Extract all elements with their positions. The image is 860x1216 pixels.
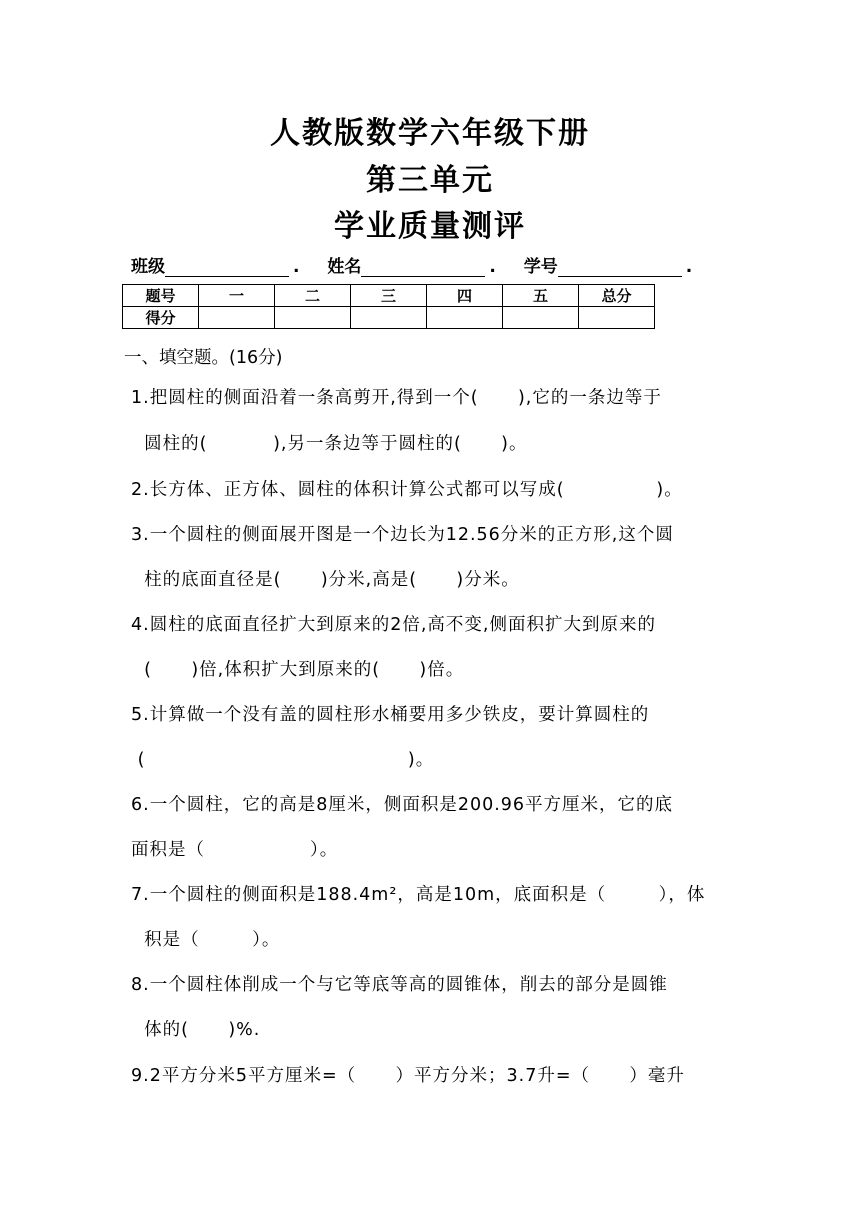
score-header: 五 (503, 285, 579, 307)
title-line-1: 人教版数学六年级下册 (270, 116, 590, 151)
title-line-3: 学业质量测评 (334, 209, 526, 244)
name-label: 姓名 (327, 257, 362, 277)
section-heading: 一、填空题。(16分) (124, 348, 283, 368)
score-header: 三 (351, 285, 427, 307)
question-line: ( )。 (131, 750, 435, 770)
name-field[interactable] (361, 258, 485, 277)
separator: . (293, 257, 300, 277)
score-cell[interactable] (351, 307, 427, 329)
class-field[interactable] (165, 258, 289, 277)
score-cell[interactable] (579, 307, 655, 329)
score-table-header-row (123, 285, 655, 307)
question-line: ( )倍,体积扩大到原来的( )倍。 (131, 660, 465, 680)
title-line-2: 第三单元 (366, 163, 494, 198)
question-line: 3.一个圆柱的侧面展开图是一个边长为12.56分米的正方形,这个圆 (131, 525, 674, 545)
question-line: 柱的底面直径是( )分米,高是( )分米。 (131, 570, 520, 590)
question-line: 体的( )%. (131, 1020, 261, 1040)
score-cell[interactable] (427, 307, 503, 329)
score-table-score-row (123, 307, 655, 329)
separator: . (685, 257, 693, 277)
score-header: 总分 (579, 285, 655, 307)
question-line: 9.2平方分米5平方厘米=（ ）平方分米；3.7升=（ ）毫升 (131, 1066, 685, 1086)
class-label: 班级 (131, 257, 165, 277)
score-cell[interactable] (275, 307, 351, 329)
score-header: 二 (275, 285, 351, 307)
question-line: 2.长方体、正方体、圆柱的体积计算公式都可以写成( )。 (131, 480, 683, 500)
question-line: 8.一个圆柱体削成一个与它等底等高的圆锥体，削去的部分是圆锥 (131, 975, 668, 995)
question-line: 圆柱的( ),另一条边等于圆柱的( )。 (131, 434, 528, 454)
score-header: 一 (199, 285, 275, 307)
question-line: 7.一个圆柱的侧面积是188.4m²，高是10m，底面积是（ ），体 (131, 885, 706, 905)
question-line: 面积是（ ）。 (131, 840, 339, 860)
separator: . (489, 257, 496, 277)
score-cell[interactable] (199, 307, 275, 329)
question-line: 5.计算做一个没有盖的圆柱形水桶要用多少铁皮，要计算圆柱的 (131, 705, 650, 725)
score-table (122, 284, 655, 329)
question-line: 6.一个圆柱，它的高是8厘米，侧面积是200.96平方厘米，它的底 (131, 795, 674, 815)
score-header: 四 (427, 285, 503, 307)
score-header: 题号 (123, 285, 199, 307)
question-line: 4.圆柱的底面直径扩大到原来的2倍,高不变,侧面积扩大到原来的 (131, 615, 656, 635)
question-line: 1.把圆柱的侧面沿着一条高剪开,得到一个( ),它的一条边等于 (131, 388, 662, 408)
question-line: 积是（ ）。 (131, 930, 281, 950)
student-info (131, 252, 692, 277)
id-label: 学号 (523, 257, 558, 277)
score-row-label: 得分 (123, 307, 199, 329)
score-cell[interactable] (503, 307, 579, 329)
id-field[interactable] (558, 258, 682, 277)
